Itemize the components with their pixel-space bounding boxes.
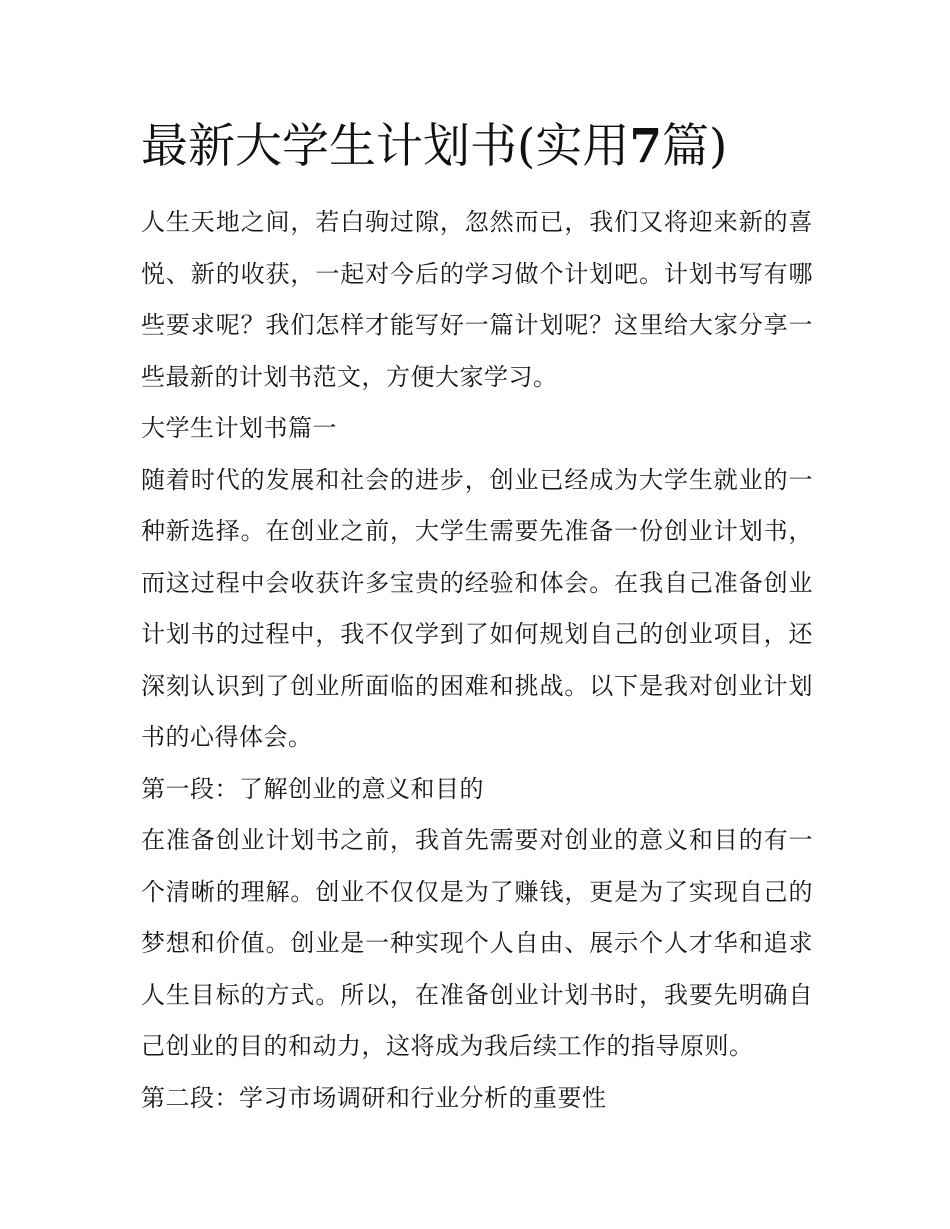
- document-title: [141, 112, 813, 182]
- section-heading-1: 大学生计划书篇一: [141, 414, 337, 442]
- title-number: 7: [629, 119, 663, 174]
- document-body: [141, 112, 813, 1124]
- part-1-heading: 第一段：了解创业的意义和目的: [141, 774, 484, 803]
- title-text: 最新大学生计划书(实用: [141, 119, 630, 174]
- section-1-paragraph: 随着时代的发展和社会的进步，创业已经成为大学生就业的一种新选择。在创业之前，大学生需要先准备一份创业计划书，而这过程中会收获许多宝贵的经验和体会。在我自己准备创业计划书的过程中，我不仅学到了如何规划自己的创业项目，还深刻认识到了创业所面临的困难和挑战。以下是我对创业计划书的心得体会。: [141, 465, 813, 751]
- part-2-heading: 第二段：学习市场调研和行业分析的重要性: [141, 1083, 607, 1112]
- part-1-paragraph: 在准备创业计划书之前，我首先需要对创业的意义和目的有一个清晰的理解。创业不仅仅是为了赚钱，更是为了实现自己的梦想和价值。创业是一种实现个人自由、展示个人才华和追求人生目标的方式。所以，在准备创业计划书时，我要先明确自己创业的目的和动力，这将成为我后续工作的指导原则。: [141, 826, 813, 1060]
- title-suffix: 篇): [662, 119, 728, 174]
- intro-paragraph: 人生天地之间，若白驹过隙，忽然而已，我们又将迎来新的喜悦、新的收获，一起对今后的学习做个计划吧。计划书写有哪些要求呢？我们怎样才能写好一篇计划呢？这里给大家分享一些最新的计划书范文，方便大家学习。: [141, 208, 813, 391]
